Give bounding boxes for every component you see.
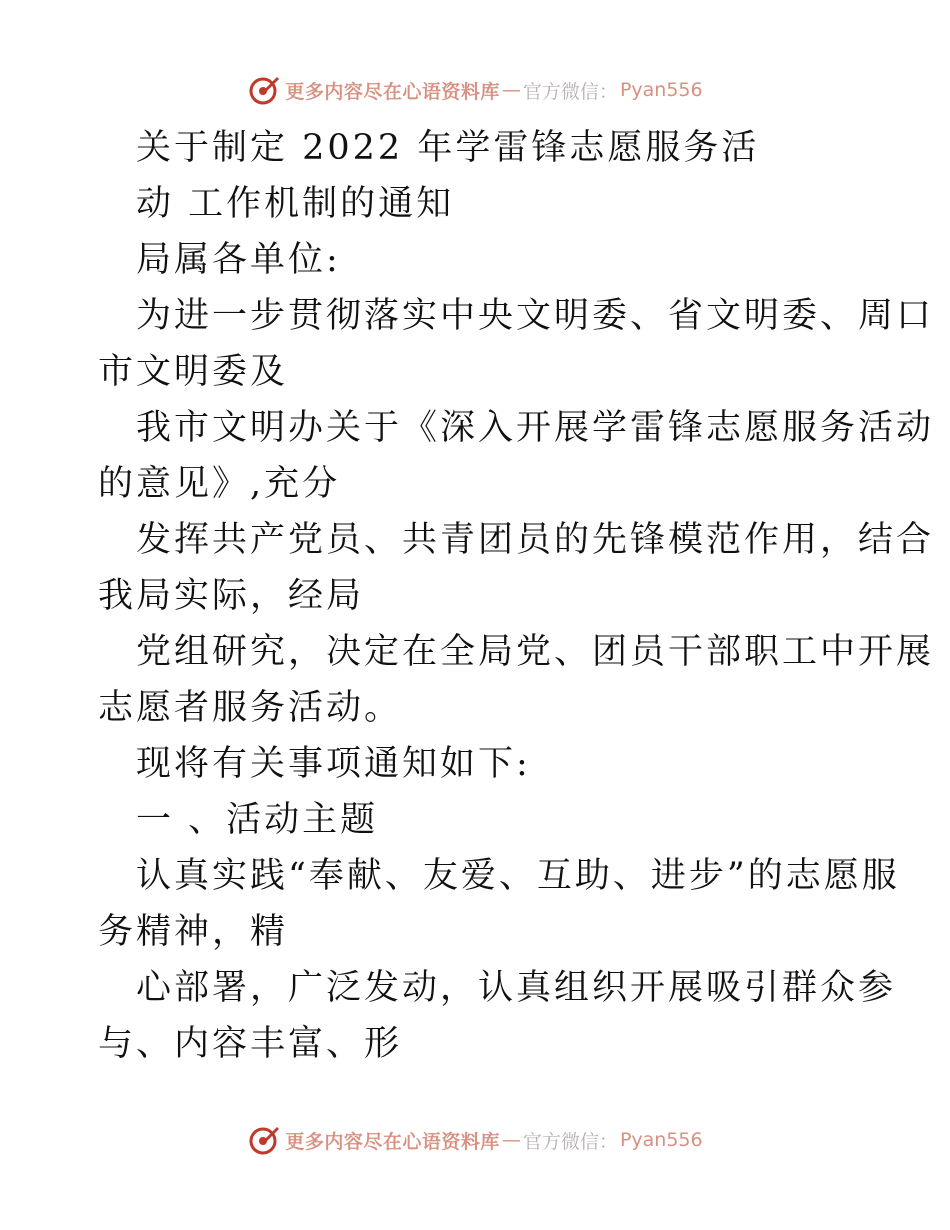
addressee-line: 局属各单位:: [136, 240, 341, 280]
watermark-label: 官方微信：: [522, 80, 618, 103]
fountain-pen-logo-icon: [247, 73, 281, 107]
paragraph-line: 现将有关事项通知如下:: [136, 744, 531, 784]
watermark-text: 更多内容尽在心语资料库: [285, 80, 500, 103]
paragraph-line: 务精神，精: [98, 912, 289, 952]
watermark-wechat-id: Pyan556: [619, 79, 703, 101]
paragraph-line: 党组研究，决定在全局党、团员干部职工中开展: [136, 632, 935, 672]
paragraph-line: 认真实践“奉献、友爱、互助、进步”的志愿服: [136, 856, 900, 896]
paragraph-line: 心部署，广泛发动，认真组织开展吸引群众参: [136, 968, 897, 1008]
watermark-label: 官方微信：: [522, 1130, 618, 1153]
header-watermark: [0, 72, 950, 108]
watermark-separator: —: [501, 79, 521, 101]
document-title-line-1: 关于制定 2022 年学雷锋志愿服务活: [136, 128, 760, 168]
document-title-line-2: 动 工作机制的通知: [136, 184, 455, 224]
paragraph-line: 与、内容丰富、形: [98, 1024, 403, 1064]
watermark-text: 更多内容尽在心语资料库: [285, 1130, 500, 1153]
paragraph-line: 志愿者服务活动。: [98, 688, 403, 728]
document-body: [98, 120, 935, 1072]
watermark-separator: —: [501, 1129, 521, 1151]
section-heading: 一 、活动主题: [136, 800, 379, 840]
watermark-wechat-id: Pyan556: [619, 1129, 703, 1151]
paragraph-line: 发挥共产党员、共青团员的先锋模范作用，结合: [136, 520, 935, 560]
paragraph-line: 为进一步贯彻落实中央文明委、省文明委、周口: [136, 296, 935, 336]
paragraph-line: 市文明委及: [98, 352, 289, 392]
fountain-pen-logo-icon: [247, 1123, 281, 1157]
paragraph-line: 我市文明办关于《深入开展学雷锋志愿服务活动: [136, 408, 935, 448]
paragraph-line: 的意见》,充分: [98, 464, 341, 504]
footer-watermark: [0, 1122, 950, 1158]
paragraph-line: 我局实际，经局: [98, 576, 365, 616]
